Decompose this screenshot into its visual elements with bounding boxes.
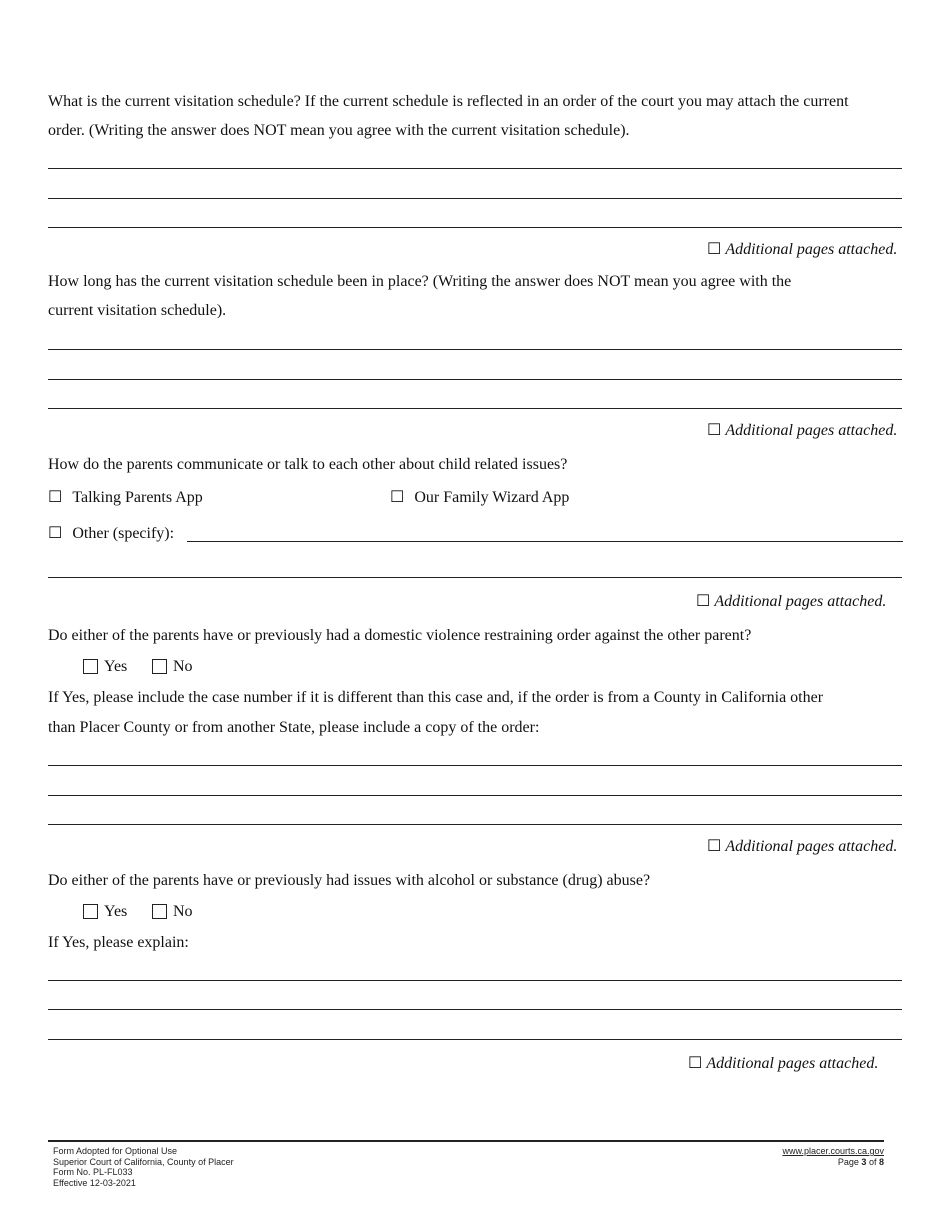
checkbox-icon[interactable]: ☐ xyxy=(707,241,722,258)
checkbox-icon[interactable]: ☐ xyxy=(390,489,405,506)
answer-line[interactable] xyxy=(48,198,902,199)
answer-line[interactable] xyxy=(48,824,902,825)
other-specify-field[interactable] xyxy=(187,541,903,542)
option-talking-parents[interactable] xyxy=(48,489,203,507)
checkbox-icon[interactable]: ☐ xyxy=(688,1055,703,1072)
footer-form-number: Form No. PL-FL033 xyxy=(53,1167,133,1177)
question-schedule-duration-line2: current visitation schedule). xyxy=(48,302,227,319)
option-our-family-wizard-label: Our Family Wizard App xyxy=(414,489,570,506)
additional-pages-checkbox[interactable] xyxy=(688,1055,878,1073)
additional-pages-label: Additional pages attached. xyxy=(725,241,898,258)
page-of: of xyxy=(868,1156,877,1167)
additional-pages-label: Additional pages attached. xyxy=(714,593,887,610)
answer-line[interactable] xyxy=(48,980,902,981)
question-restraining-order: Do either of the parents have or previously had a domestic violence restraining order against the other parent? xyxy=(48,627,752,644)
page-prefix: Page xyxy=(837,1156,859,1167)
no-label: No xyxy=(173,658,193,675)
answer-line[interactable] xyxy=(48,168,902,169)
answer-line[interactable] xyxy=(48,349,902,350)
no-label: No xyxy=(173,903,193,920)
footer-form-info xyxy=(53,1146,234,1188)
footer-court: Superior Court of California, County of Placer xyxy=(53,1156,234,1167)
checkbox-icon[interactable]: ☐ xyxy=(48,525,63,542)
answer-line[interactable] xyxy=(48,408,902,409)
answer-line[interactable] xyxy=(48,227,902,228)
footer-right xyxy=(782,1146,884,1167)
additional-pages-label: Additional pages attached. xyxy=(725,838,898,855)
footer-adopted: Form Adopted for Optional Use xyxy=(53,1146,178,1156)
additional-pages-label: Additional pages attached. xyxy=(706,1055,879,1072)
question-current-schedule-line1: What is the current visitation schedule? If the current schedule is reflected in an order of the court you may attach the current xyxy=(48,93,849,110)
answer-line[interactable] xyxy=(48,577,902,578)
yes-option[interactable] xyxy=(83,903,127,921)
yes-label: Yes xyxy=(104,658,128,675)
no-option[interactable] xyxy=(152,903,193,921)
answer-line[interactable] xyxy=(48,1009,902,1010)
page-number xyxy=(782,1157,884,1168)
page-current: 3 xyxy=(861,1156,867,1167)
option-talking-parents-label: Talking Parents App xyxy=(72,489,203,506)
yes-label: Yes xyxy=(104,903,128,920)
restraining-order-followup-line1: If Yes, please include the case number if it is different than this case and, if the order is from a County in California other xyxy=(48,689,824,706)
answer-line[interactable] xyxy=(48,1039,902,1040)
checkbox-icon[interactable]: ☐ xyxy=(696,593,711,610)
answer-line[interactable] xyxy=(48,765,902,766)
substance-abuse-followup: If Yes, please explain: xyxy=(48,934,189,951)
checkbox-icon[interactable]: ☐ xyxy=(48,489,63,506)
question-current-schedule-line2: order. (Writing the answer does NOT mean you agree with the current visitation schedule). xyxy=(48,122,630,139)
additional-pages-checkbox[interactable] xyxy=(696,593,886,611)
checkbox-icon[interactable] xyxy=(83,904,98,919)
checkbox-icon[interactable]: ☐ xyxy=(707,422,722,439)
option-other[interactable] xyxy=(48,525,174,543)
yes-option[interactable] xyxy=(83,658,127,676)
footer-divider xyxy=(48,1140,884,1142)
question-communication: How do the parents communicate or talk to each other about child related issues? xyxy=(48,456,568,473)
option-other-label: Other (specify): xyxy=(72,525,175,542)
checkbox-icon[interactable]: ☐ xyxy=(707,838,722,855)
no-option[interactable] xyxy=(152,658,193,676)
additional-pages-checkbox[interactable] xyxy=(707,838,897,856)
additional-pages-checkbox[interactable] xyxy=(707,422,897,440)
checkbox-icon[interactable] xyxy=(83,659,98,674)
answer-line[interactable] xyxy=(48,795,902,796)
footer-effective-date: Effective 12-03-2021 xyxy=(53,1177,136,1188)
option-our-family-wizard[interactable] xyxy=(390,489,569,507)
restraining-order-followup-line2: than Placer County or from another State, please include a copy of the order: xyxy=(48,719,540,736)
additional-pages-checkbox[interactable] xyxy=(707,241,897,259)
question-schedule-duration-line1: How long has the current visitation schedule been in place? (Writing the answer does NOT mean you agree with the xyxy=(48,273,792,290)
answer-line[interactable] xyxy=(48,379,902,380)
page-total: 8 xyxy=(878,1156,884,1167)
checkbox-icon[interactable] xyxy=(152,659,167,674)
question-substance-abuse: Do either of the parents have or previously had issues with alcohol or substance (drug) abuse? xyxy=(48,872,651,889)
checkbox-icon[interactable] xyxy=(152,904,167,919)
additional-pages-label: Additional pages attached. xyxy=(725,422,898,439)
court-website-link[interactable]: www.placer.courts.ca.gov xyxy=(782,1146,884,1156)
